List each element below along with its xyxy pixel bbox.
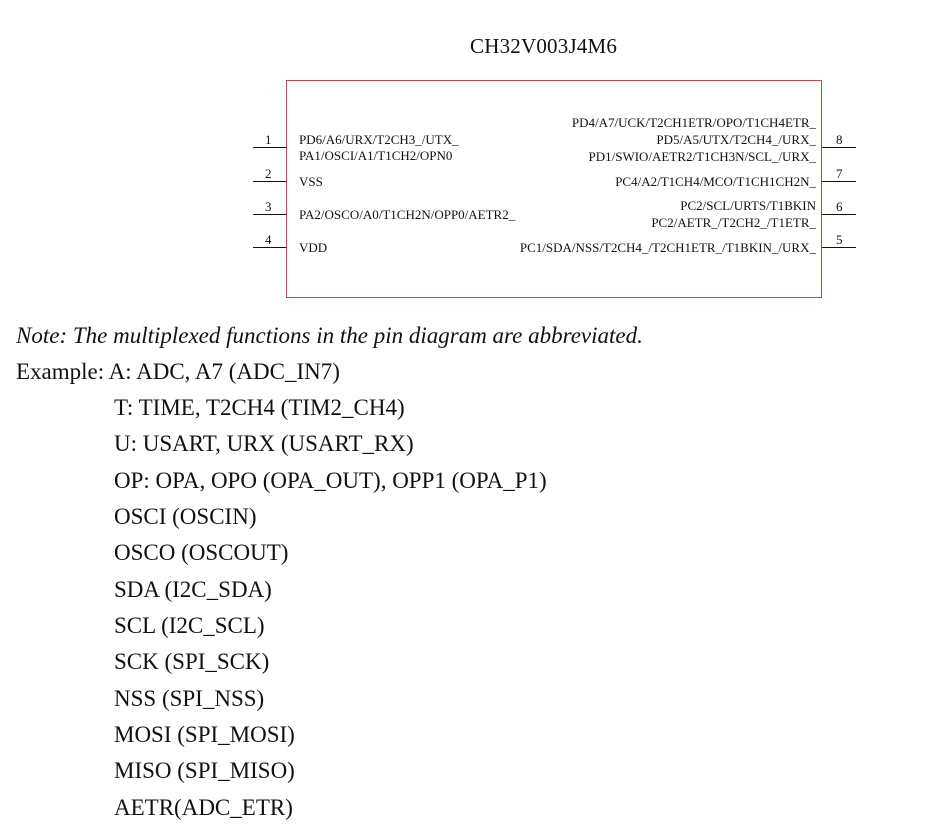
example-item-usart: U: USART, URX (USART_RX) xyxy=(114,431,414,456)
pin-7-number: 7 xyxy=(836,166,843,181)
example-item-osci: OSCI (OSCIN) xyxy=(114,504,257,529)
note-text: Note: The multiplexed functions in the pin diagram are abbreviated. xyxy=(16,323,643,348)
pin-7-lead xyxy=(822,181,856,182)
example-item-mosi: MOSI (SPI_MOSI) xyxy=(114,722,295,747)
pin-1-label-2: PA1/OSCI/A1/T1CH2/OPN0 xyxy=(299,148,453,163)
example-item-sck: SCK (SPI_SCK) xyxy=(114,649,270,674)
pin-diagram xyxy=(0,0,945,310)
pin-4-lead xyxy=(253,247,286,248)
example-item-time: T: TIME, T2CH4 (TIM2_CH4) xyxy=(114,395,405,420)
pin-6-number: 6 xyxy=(836,199,843,214)
pin-5-label: PC1/SDA/NSS/T2CH4_/T2CH1ETR_/T1BKIN_/URX_ xyxy=(519,240,816,255)
pin-8-number: 8 xyxy=(836,132,843,147)
example-item-scl: SCL (I2C_SCL) xyxy=(114,613,265,638)
pin-3-label: PA2/OSCO/A0/T1CH2N/OPP0/AETR2_ xyxy=(299,207,516,222)
pin-8-label-3: PD1/SWIO/AETR2/T1CH3N/SCL_/URX_ xyxy=(588,149,816,164)
example-item-sda: SDA (I2C_SDA) xyxy=(114,577,272,602)
example-item-aetr: AETR(ADC_ETR) xyxy=(114,795,293,820)
chip-title: CH32V003J4M6 xyxy=(470,34,618,58)
example-item-miso: MISO (SPI_MISO) xyxy=(114,758,295,783)
example-item-osco: OSCO (OSCOUT) xyxy=(114,540,289,565)
chip-body xyxy=(286,80,822,298)
pin-2-label: VSS xyxy=(299,174,323,189)
pin-4-label: VDD xyxy=(299,240,328,255)
pin-2-number: 2 xyxy=(265,166,272,181)
pin-5-number: 5 xyxy=(836,232,843,247)
pin-2-lead xyxy=(253,181,286,182)
pin-1-number: 1 xyxy=(265,132,272,147)
example-item-nss: NSS (SPI_NSS) xyxy=(114,686,265,711)
pin-1-label-1: PD6/A6/URX/T2CH3_/UTX_ xyxy=(299,132,459,147)
pin-8-label-2: PD5/A5/UTX/T2CH4_/URX_ xyxy=(656,132,816,147)
pin-7-label: PC4/A2/T1CH4/MCO/T1CH1CH2N_ xyxy=(615,174,816,189)
pin-6-label-1: PC2/SCL/URTS/T1BKIN xyxy=(680,198,816,213)
pin-8-label-1: PD4/A7/UCK/T2CH1ETR/OPO/T1CH4ETR_ xyxy=(571,115,816,130)
pin-8-lead xyxy=(822,147,856,148)
example-label: Example: A: ADC, A7 (ADC_IN7) xyxy=(16,359,340,384)
pin-3-lead xyxy=(253,214,286,215)
pin-5-lead xyxy=(822,247,856,248)
example-item-opa: OP: OPA, OPO (OPA_OUT), OPP1 (OPA_P1) xyxy=(114,468,547,493)
pin-6-lead xyxy=(822,214,856,215)
pin-1-lead xyxy=(253,147,286,148)
pin-6-label-2: PC2/AETR_/T2CH2_/T1ETR_ xyxy=(651,215,816,230)
pin-4-number: 4 xyxy=(265,232,272,247)
pin-3-number: 3 xyxy=(265,199,272,214)
